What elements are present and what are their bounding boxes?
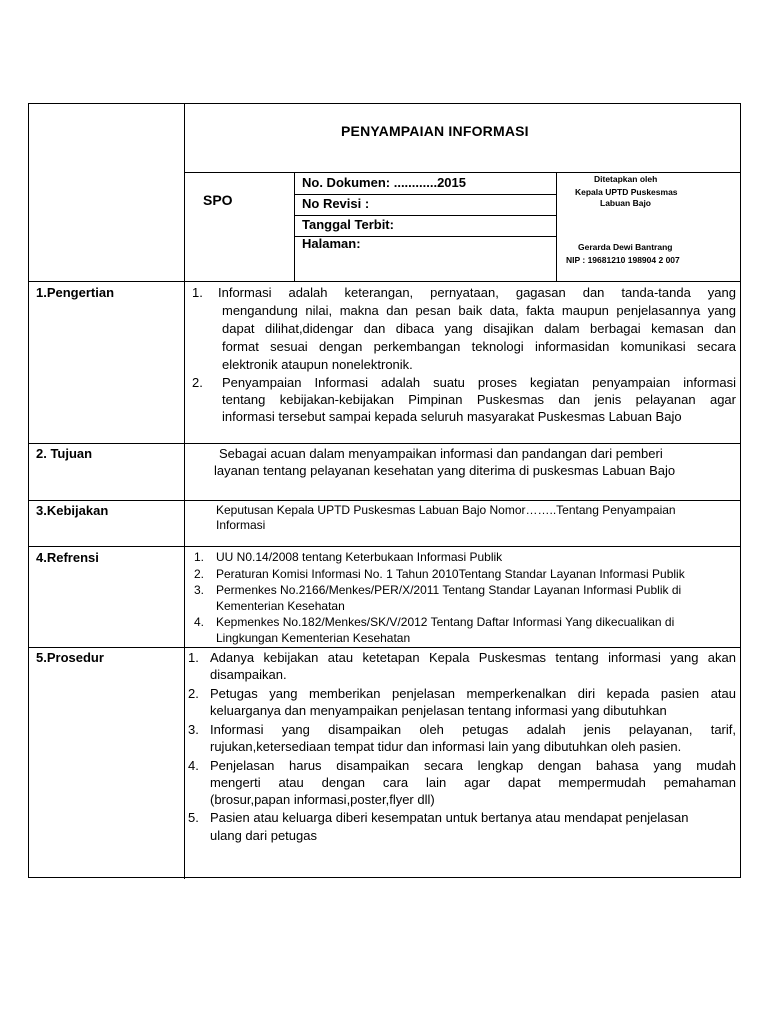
meta-right-divider [556,172,557,282]
pengertian-item-2-line-3: informasi tersebut sampai kepada seluruh masyarakat Puskesmas Labuan Bajo [222,409,682,424]
approval-line-3: Labuan Bajo [600,198,652,208]
refrensi-item-4-line-1: Kepmenkes No.182/Menkes/SK/V/2012 Tentang Daftar Informasi Yang dikecualikan di [216,615,675,629]
meta-row-divider-2 [295,215,556,216]
prosedur-item-4-number: 4. [188,758,199,773]
section-label-prosedur: 5.Prosedur [36,650,104,665]
prosedur-item-4-line-2: mengerti atau dengan cara lain agar dapat mempermudah pemahaman [210,775,736,790]
pengertian-item-1-number: 1. [192,285,203,300]
pengertian-item-1-line-1: Informasi adalah keterangan, pernyataan, gagasan dan tanda-tanda yang [218,285,736,300]
refrensi-item-3-number: 3. [194,583,205,597]
section-label-tujuan: 2. Tujuan [36,446,93,461]
spo-label: SPO [203,192,233,208]
meta-row-divider-1 [295,194,556,195]
refrensi-item-1-line-1: UU N0.14/2008 tentang Keterbukaan Informasi Publik [216,550,503,564]
prosedur-item-5-line-1: Pasien atau keluarga diberi kesempatan untuk bertanya atau mendapat penjelasan [210,810,689,825]
section-label-pengertian: 1.Pengertian [36,285,115,300]
pengertian-item-2-line-1: Penyampaian Informasi adalah suatu proses kegiatan penyampaian informasi [222,375,736,390]
kebijakan-line-2: Informasi [216,518,266,532]
approval-line-1: Ditetapkan oleh [594,174,658,184]
pengertian-item-1-line-5: elektronik ataupun nonelektronik. [222,357,413,372]
prosedur-item-2-number: 2. [188,686,199,701]
kebijakan-line-1: Keputusan Kepala UPTD Puskesmas Labuan Bajo Nomor……..Tentang Penyampaian [216,503,676,517]
label-column-divider [184,104,185,879]
tujuan-divider [29,500,741,501]
refrensi-item-2-number: 2. [194,567,205,581]
tujuan-line-2: layanan tentang pelayanan kesehatan yang diterima di puskesmas Labuan Bajo [214,463,676,478]
prosedur-item-5-number: 5. [188,810,199,825]
refrensi-item-4-number: 4. [194,615,205,629]
section-label-refrensi: 4.Refrensi [36,550,99,565]
revision-number: No Revisi : [302,196,370,211]
refrensi-divider [29,647,741,648]
tujuan-line-1: Sebagai acuan dalam menyampaikan informasi dan pandangan dari pemberi [219,446,663,461]
refrensi-item-3-line-1: Permenkes No.2166/Menkes/PER/X/2011 Tentang Standar Layanan Informasi Publik di [216,583,682,597]
header-bottom-divider [29,281,741,282]
prosedur-item-5-line-2: ulang dari petugas [210,828,317,843]
prosedur-item-2-line-1: Petugas yang memberikan penjelasan memperkenalkan diri kepada pasien atau [210,686,736,701]
kebijakan-divider [29,546,741,547]
prosedur-item-2-line-2: keluarganya dan menyampaikan penjelasan tentang informasi yang dibutuhkan [210,703,667,718]
refrensi-item-4-line-2: Lingkungan Kementerian Kesehatan [216,631,411,645]
document-title: PENYAMPAIAN INFORMASI [341,123,529,139]
prosedur-item-3-line-2: rujukan,ketersediaan tempat tidur dan informasi lain yang dibutuhkan oleh pasien. [210,739,682,754]
meta-left-divider [294,172,295,282]
approver-nip: NIP : 19681210 198904 2 007 [566,255,680,265]
pengertian-item-2-line-2: tentang kebijakan-kebijakan Pimpinan Puskesmas dan jenis pelayanan agar [222,392,736,407]
refrensi-item-3-line-2: Kementerian Kesehatan [216,599,345,613]
approval-line-2: Kepala UPTD Puskesmas [575,187,678,197]
prosedur-item-1-line-1: Adanya kebijakan atau ketetapan Kepala Puskesmas tentang informasi yang akan [210,650,736,665]
pengertian-item-1-line-3: dapat dilihat,didengar dan dibaca yang disajikan dalam berbagai kemasan dan [222,321,736,336]
refrensi-item-1-number: 1. [194,550,205,564]
prosedur-item-3-number: 3. [188,722,199,737]
pengertian-divider [29,443,741,444]
pengertian-item-1-line-4: format sesuai dengan perkembangan teknologi informasidan komunikasi secara [222,339,736,354]
issue-date: Tanggal Terbit: [302,217,394,232]
pengertian-item-2-number: 2. [192,375,203,390]
prosedur-item-1-number: 1. [188,650,199,665]
title-divider [185,172,741,173]
pengertian-item-1-line-2: mengandung nilai, makna dan pesan baik data, fakta maupun penjelasannya yang [222,303,736,318]
doc-number: No. Dokumen: ............2015 [302,175,466,190]
approver-name: Gerarda Dewi Bantrang [578,242,673,252]
section-label-kebijakan: 3.Kebijakan [36,503,109,518]
prosedur-item-1-line-2: disampaikan. [210,667,287,682]
prosedur-item-3-line-1: Informasi yang disampaikan oleh petugas adalah jenis pelayanan, tarif, [210,722,736,737]
prosedur-item-4-line-1: Penjelasan harus disampaikan secara lengkap dengan bahasa yang mudah [210,758,736,773]
prosedur-item-4-line-3: (brosur,papan informasi,poster,flyer dll) [210,792,435,807]
page-number: Halaman: [302,236,361,251]
refrensi-item-2-line-1: Peraturan Komisi Informasi No. 1 Tahun 2010Tentang Standar Layanan Informasi Publik [216,567,685,581]
